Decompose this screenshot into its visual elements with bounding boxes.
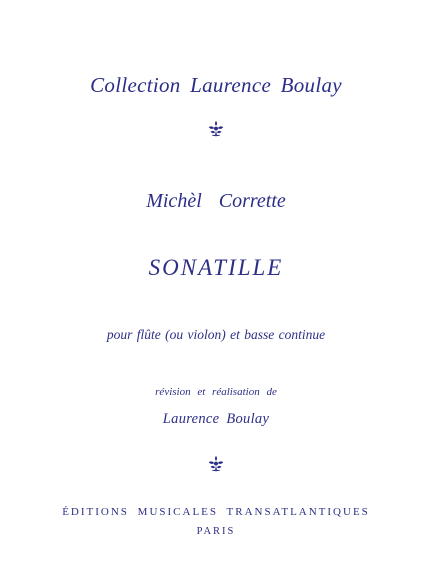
fleuron-icon	[207, 455, 225, 473]
instrumentation-subtitle: pour flûte (ou violon) et basse continue	[106, 327, 326, 342]
revision-credit-label: révision et réalisation de	[155, 386, 277, 398]
fleuron-icon	[207, 120, 225, 138]
collection-name: Collection Laurence Boulay	[90, 73, 342, 97]
work-title: SONATILLE	[148, 255, 284, 280]
publisher-city: PARIS	[196, 526, 236, 537]
editor-name: Laurence Boulay	[162, 411, 270, 427]
publisher-name: ÉDITIONS MUSICALES TRANSATLANTIQUES	[62, 506, 370, 518]
composer-name: Michèl Corrette	[146, 190, 286, 212]
